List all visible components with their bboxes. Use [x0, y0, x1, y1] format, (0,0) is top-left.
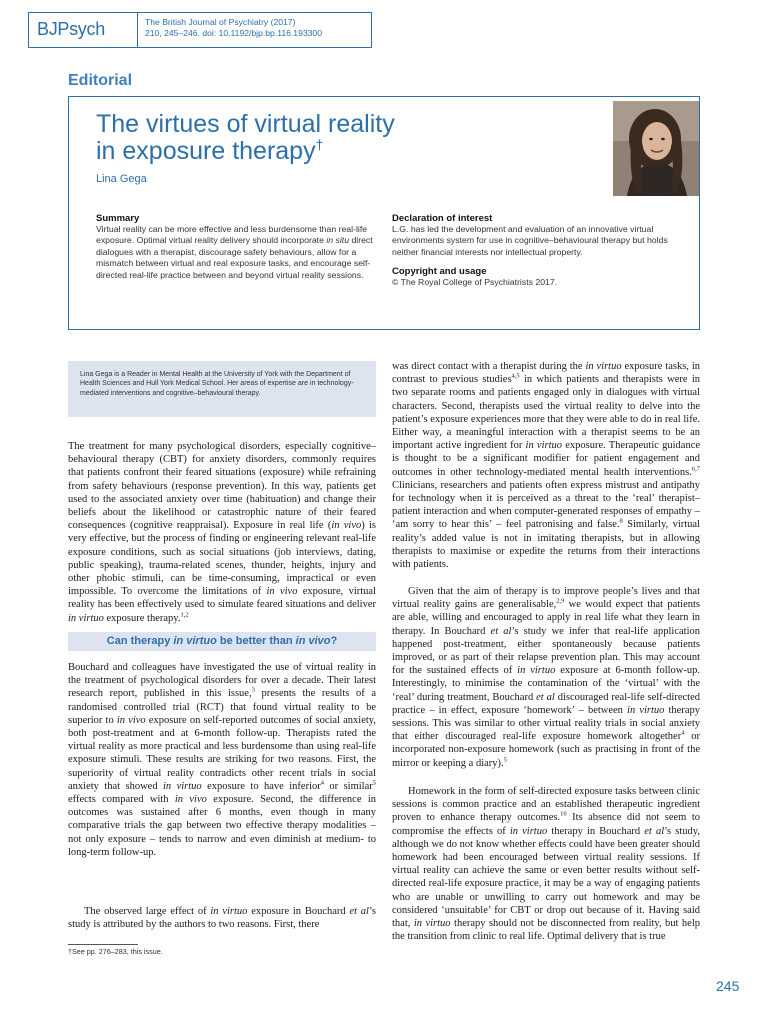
journal-header-box [28, 12, 372, 48]
author-photo [613, 101, 699, 196]
citation-superscript: 6,7 [691, 465, 700, 473]
subheading-bar [68, 632, 376, 651]
journal-divider [137, 13, 138, 47]
title-dagger: † [315, 136, 324, 153]
journal-citation [145, 17, 322, 39]
text-run: ’s study is attributed by the authors to two reasons. First, there [68, 906, 376, 931]
citation-superscript: 2,9 [556, 597, 565, 605]
text-run: The observed large effect of [84, 906, 211, 917]
text-run: exposure at 6-month follow-up. Interestingly, to minimise the contamination of the ‘virtual’ with the ‘real’ during treatment, Bouchard [392, 665, 701, 703]
summary-heading: Summary [96, 213, 140, 224]
text-run: exposure, virtual reality has been effectively used to simulate feared situations and deliver [68, 586, 376, 611]
summary-text-a: Virtual reality can be more effective and less burdensome than real-life exposure. Optimal virtual reality delivery should incorporate [96, 224, 368, 246]
text-run: Given that the aim of therapy is to improve people’s lives and that virtual reality gains are generalisable, [392, 586, 700, 611]
journal-logo: BJPsych [37, 19, 105, 39]
citation-superscript: 4,5 [511, 372, 520, 380]
article-title [96, 111, 456, 165]
text-run: exposure in Bouchard [247, 906, 350, 917]
text-run: exposure. Second, the difference in outcomes was sustained after 6 months, even though in many comparative trials the gap between two effective therapy modalities – not only exposure – tends to narrow and even diminish at medium- to long-term follow-up. [68, 794, 376, 858]
citation-line-1: The British Journal of Psychiatry (2017) [145, 17, 296, 27]
text-run: exposure to have inferior [201, 780, 321, 792]
text-run: Similarly, virtual reality’s added value is not in imitating therapists, but in allowing therapists to maximise or expedite the returns from their interactions with patients. [392, 519, 700, 571]
text-run: Homework in the form of self-directed exposure tasks between clinic sessions is common practice and an established therapeutic ingredient proven to enhance therapy outcomes. [392, 786, 700, 824]
author-portrait-image [613, 101, 699, 196]
subheading [68, 635, 376, 647]
italic-run: in vivo [116, 714, 146, 726]
left-paragraph-3 [68, 905, 376, 931]
text-run: be better than [216, 635, 296, 647]
left-paragraph-1 [68, 440, 376, 625]
text-run: Can therapy [106, 635, 174, 647]
italic-run: et al [490, 625, 512, 637]
italic-run: in virtuo [173, 635, 217, 647]
text-run: discouraged real-life self-directed practice – in effect, exposure ‘homework’ – between [392, 691, 700, 716]
footnote: †See pp. 276–283, this issue. [68, 947, 163, 956]
citation-superscript: 4 [681, 729, 685, 737]
italic-run: in virtuo [585, 361, 622, 372]
summary-text-em: in situ [326, 235, 350, 246]
citation-superscript: 3 [251, 686, 255, 694]
text-run: exposure. Therapeutic guidance is thought to be a significant modifier for patient engagement and outcomes in other technology-mediated mental health interventions. [392, 440, 701, 478]
italic-run: et al [536, 691, 555, 703]
italic-run: in vivo [266, 586, 298, 598]
footnote-rule [68, 944, 138, 945]
italic-run: in virtuo [509, 825, 548, 837]
italic-run: et al [349, 906, 369, 917]
text-run: Bouchard and colleagues have investigated the use of virtual reality in the treatment of psychological disorders for over a decade. Their latest research report, published in this issue, [68, 662, 376, 700]
italic-run: in virtuo [413, 918, 451, 930]
text-run: exposure therapy. [103, 612, 181, 624]
right-paragraph-1 [392, 360, 700, 571]
italic-run: in vivo [295, 635, 331, 647]
citation-superscript: 5 [503, 756, 507, 764]
italic-run: in virtuo [525, 440, 563, 452]
title-line-1: The virtues of virtual reality [96, 110, 395, 138]
text-run: in which patients and therapists were in two separate rooms and patients engaged only in dialogues with virtual characters. Second, therapists used the virtual reality to delve into the patient’s exposure experiences more that they were able to do in real life. Either way, a meaningful interaction with a therapist seems to be an important active ingredient for [392, 374, 700, 452]
italic-run: in virtuo [163, 780, 202, 792]
citation-superscript: 8 [619, 517, 623, 525]
text-run: therapy sessions. This was similar to other virtual reality trials in social anxiety that either discouraged real-life exposure homework altogether [392, 704, 700, 743]
text-run: effects compared with [68, 794, 175, 806]
summary-text [96, 224, 376, 281]
text-run: ’s study we infer that real-life application happened post-treatment, either spontaneously because patients improved, or as part of their relapse prevention plan. This may account for the sustained effects of [392, 625, 701, 677]
left-paragraph-2 [68, 661, 376, 859]
declaration-heading: Declaration of interest [392, 213, 493, 224]
title-panel [68, 96, 700, 330]
text-run: ’s study, although we do not know whether effects could have been greater should homework had been encouraged between virtual reality sessions. If virtual reality can achieve the same or even better results without self-directed real-life exposure practice, it may be a way of engaging patients who are unable or unwilling to carry out homework and may be considered ‘unsuitable’ for CBT or drop out because of it. Having said that, [392, 825, 700, 930]
text-run: therapy should not be disconnected from reality, but help the transition from clinic to real life. Optimal delivery that is true [392, 918, 701, 943]
citation-line-2: 210, 245–246. doi: 10.1192/bjp.bp.116.193300 [145, 28, 322, 38]
summary-block [96, 213, 376, 281]
text-run: therapy in Bouchard [547, 825, 645, 837]
text-run: presents the results of a randomised controlled trial (RCT) that found virtual reality to be superior to [68, 688, 376, 726]
italic-run: in virtuo [517, 665, 556, 677]
text-run: was direct contact with a therapist during the [392, 361, 586, 372]
copyright-heading: Copyright and usage [392, 266, 487, 278]
title-line-2-text: in exposure therapy [96, 137, 316, 165]
citation-superscript: 10 [560, 810, 567, 818]
italic-run: in vivo [331, 520, 362, 532]
text-run: exposure tasks, in contrast to previous studies [392, 361, 700, 386]
declaration-block [392, 213, 682, 289]
author-bio-text: Lina Gega is a Reader in Mental Health at the University of York with the Department of Health Sciences and Hull York Medical School. Her areas of expertise are in technology-mediated interventions and cognitive–behavioural therapy. [80, 371, 354, 397]
page-number: 245 [716, 978, 740, 994]
text-run: The treatment for many psychological disorders, especially cognitive–behavioural therapy (CBT) for anxiety disorders, commonly requires that patients confront their feared situations (exposure) while refraining from safety behaviours (response prevention). In this way, patients get used to the associated anxiety over time (habituation) and change their beliefs about the likelihood or catastrophic nature of their feared consequences (cognitive reappraisal). Exposure in real life ( [68, 441, 376, 532]
text-run: ) is very effective, but the process of finding or engineering relevant real-life exposure conditions, such as social situations (job interviews, dating, public speaking), trauma-related scenes, thunder, heights, injury and other phobic stimuli, can be time-consuming, impractical or even impossible. To overcome the limitations of [68, 520, 377, 598]
copyright-text: © The Royal College of Psychiatrists 2017. [392, 277, 558, 288]
citation-superscript: 4 [320, 779, 324, 787]
text-run: Its absence did not seem to compromise the effects of [392, 812, 700, 837]
text-run: or incorporated non-exposure homework (such as practising in front of the mirror or keeping a diary). [392, 731, 701, 769]
section-label: Editorial [68, 72, 133, 89]
author-name: Lina Gega [96, 173, 147, 185]
text-run: exposure on self-reported outcomes of social anxiety, both post-treatment and at 6-month follow-up. Therapists rated the virtual reality as more practical and less burdensome than using real-life exposure stimuli. These results are striking for two reasons. First, the superiority of virtual reality contradicts other recent trials in social anxiety that showed [68, 714, 376, 792]
citation-superscript: 5 [372, 779, 376, 787]
right-paragraph-3 [392, 785, 700, 943]
citation-superscript: 1,2 [180, 611, 189, 619]
text-run: ? [330, 635, 338, 647]
title-line-2 [96, 138, 456, 165]
text-run: or similar [323, 780, 373, 792]
italic-run: in vivo [174, 794, 207, 806]
italic-run: et al [644, 825, 665, 837]
text-run: we would expect that patients are able, willing and encouraged to apply in real life what they learn in therapy. In Bouchard [392, 599, 700, 637]
right-paragraph-2 [392, 585, 700, 770]
italic-run: in virtuo [68, 612, 104, 624]
summary-text-b: direct dialogues with a therapist, discourage safety behaviours, allow for a mismatch between virtual and real exposure tasks, and encourage self-directed real-life practice between and beyond virtual reality sessions. [96, 235, 373, 280]
text-run: Clinicians, researchers and patients often express mistrust and antipathy for technology when it is perceived as a threat to the ‘real’ therapist–patient interaction and when computer-generated responses of empathy – ‘am sorry to hear this’ – feel patronising and false. [392, 479, 700, 531]
italic-run: in virtuo [210, 906, 248, 917]
author-bio-box [68, 361, 376, 417]
declaration-text: L.G. has led the development and evaluation of an innovative virtual environments system for use in cognitive–behavioural therapy but holds neither financial interests nor intellectual property. [392, 224, 668, 257]
italic-run: in virtuo [627, 704, 665, 716]
